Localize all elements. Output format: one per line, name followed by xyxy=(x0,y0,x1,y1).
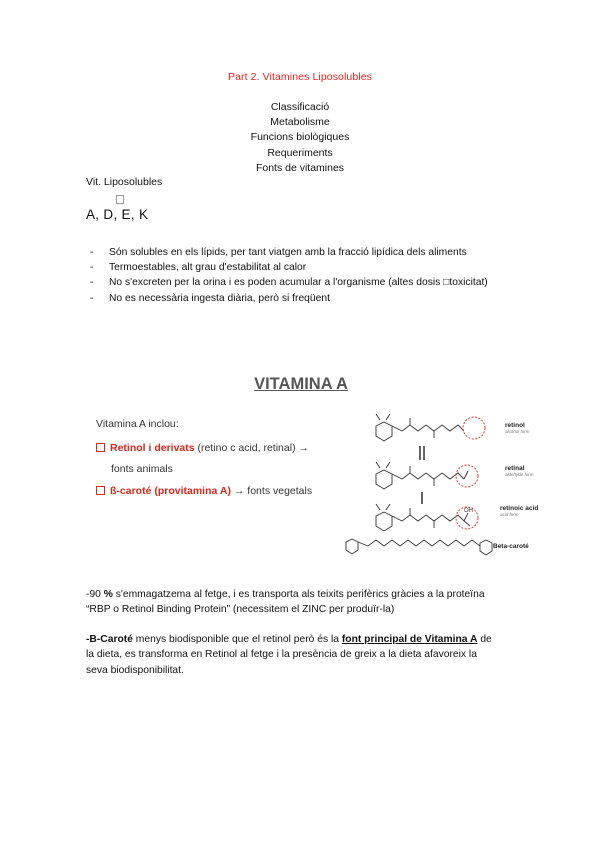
list-item: - No s'excreten per la orina i es poden acumular a l'organisme (altes dosis □toxicitat) xyxy=(86,275,556,290)
slide-item-retinol-line2: fonts animals xyxy=(111,463,173,475)
properties-list xyxy=(86,245,556,306)
retinoid-structures-diagram xyxy=(336,404,516,568)
missing-glyph-box-icon xyxy=(116,195,124,204)
toc-item: Metabolisme xyxy=(270,116,330,129)
checkbox-icon xyxy=(96,443,105,452)
toc-item: Fonts de vitamines xyxy=(255,161,345,174)
toc-item: Funcions biològiques xyxy=(250,131,350,144)
vitamins-label: Vit. Liposolubles xyxy=(86,176,163,188)
list-item: - Termoestables, alt grau d'estabilitat al calor xyxy=(86,260,556,275)
structure-label: retinal aldehyde form xyxy=(505,465,534,477)
slide-item-retinol xyxy=(96,442,309,454)
list-item: - No es necessària ingesta diària, però si freqüent xyxy=(86,291,556,306)
slide-item-carotene xyxy=(96,485,312,497)
toc-item: Classificació xyxy=(270,101,330,113)
slide-title: VITAMINA A xyxy=(254,375,348,393)
slide-item-bold: ß-caroté (provitamina A) xyxy=(110,485,231,497)
structure-label: retinoic acid acid form xyxy=(500,505,539,517)
ring-icon xyxy=(376,512,392,531)
ring-icon xyxy=(376,470,392,489)
oh-label: OH xyxy=(464,508,473,514)
toc-item: Requeriments xyxy=(267,146,333,159)
slide-item-bold: Retinol i derivats xyxy=(110,442,195,454)
vitamin-letters: A, D, E, K xyxy=(86,207,149,222)
structure-label: retinol alcohol form xyxy=(505,422,530,434)
paragraph-beta-carotene: -B-Caroté menys biodisponible que el retinol però és la font principal de Vitamina A de la dieta, es transforma en Retinol al fetge i la presència de greix a la dieta afavoreix la seva biodisponibilitat. xyxy=(86,634,492,676)
table-of-contents xyxy=(0,100,600,176)
list-item: - Són solubles en els lípids, per tant viatgen amb la fracció lipídica dels aliments xyxy=(86,245,556,260)
slide-item-rest: (retino c acid, retinal) → xyxy=(194,442,309,454)
beta-carotene-label: Beta-caroté xyxy=(493,543,529,550)
part-title: Part 2. Vitamines Liposolubles xyxy=(227,71,373,83)
paragraph-retinol-storage: -90 % s'emmagatzema al fetge, i es transporta als teixits perifèrics gràcies a la proteïna “RBP o Retinol Binding Protein” (necessitem el ZINC per produïr-la) xyxy=(86,589,485,616)
slide-item-rest: → fonts vegetals xyxy=(230,485,313,497)
checkbox-icon xyxy=(96,486,105,495)
slide-intro: Vitamina A inclou: xyxy=(96,418,179,430)
ring-icon xyxy=(376,422,392,441)
